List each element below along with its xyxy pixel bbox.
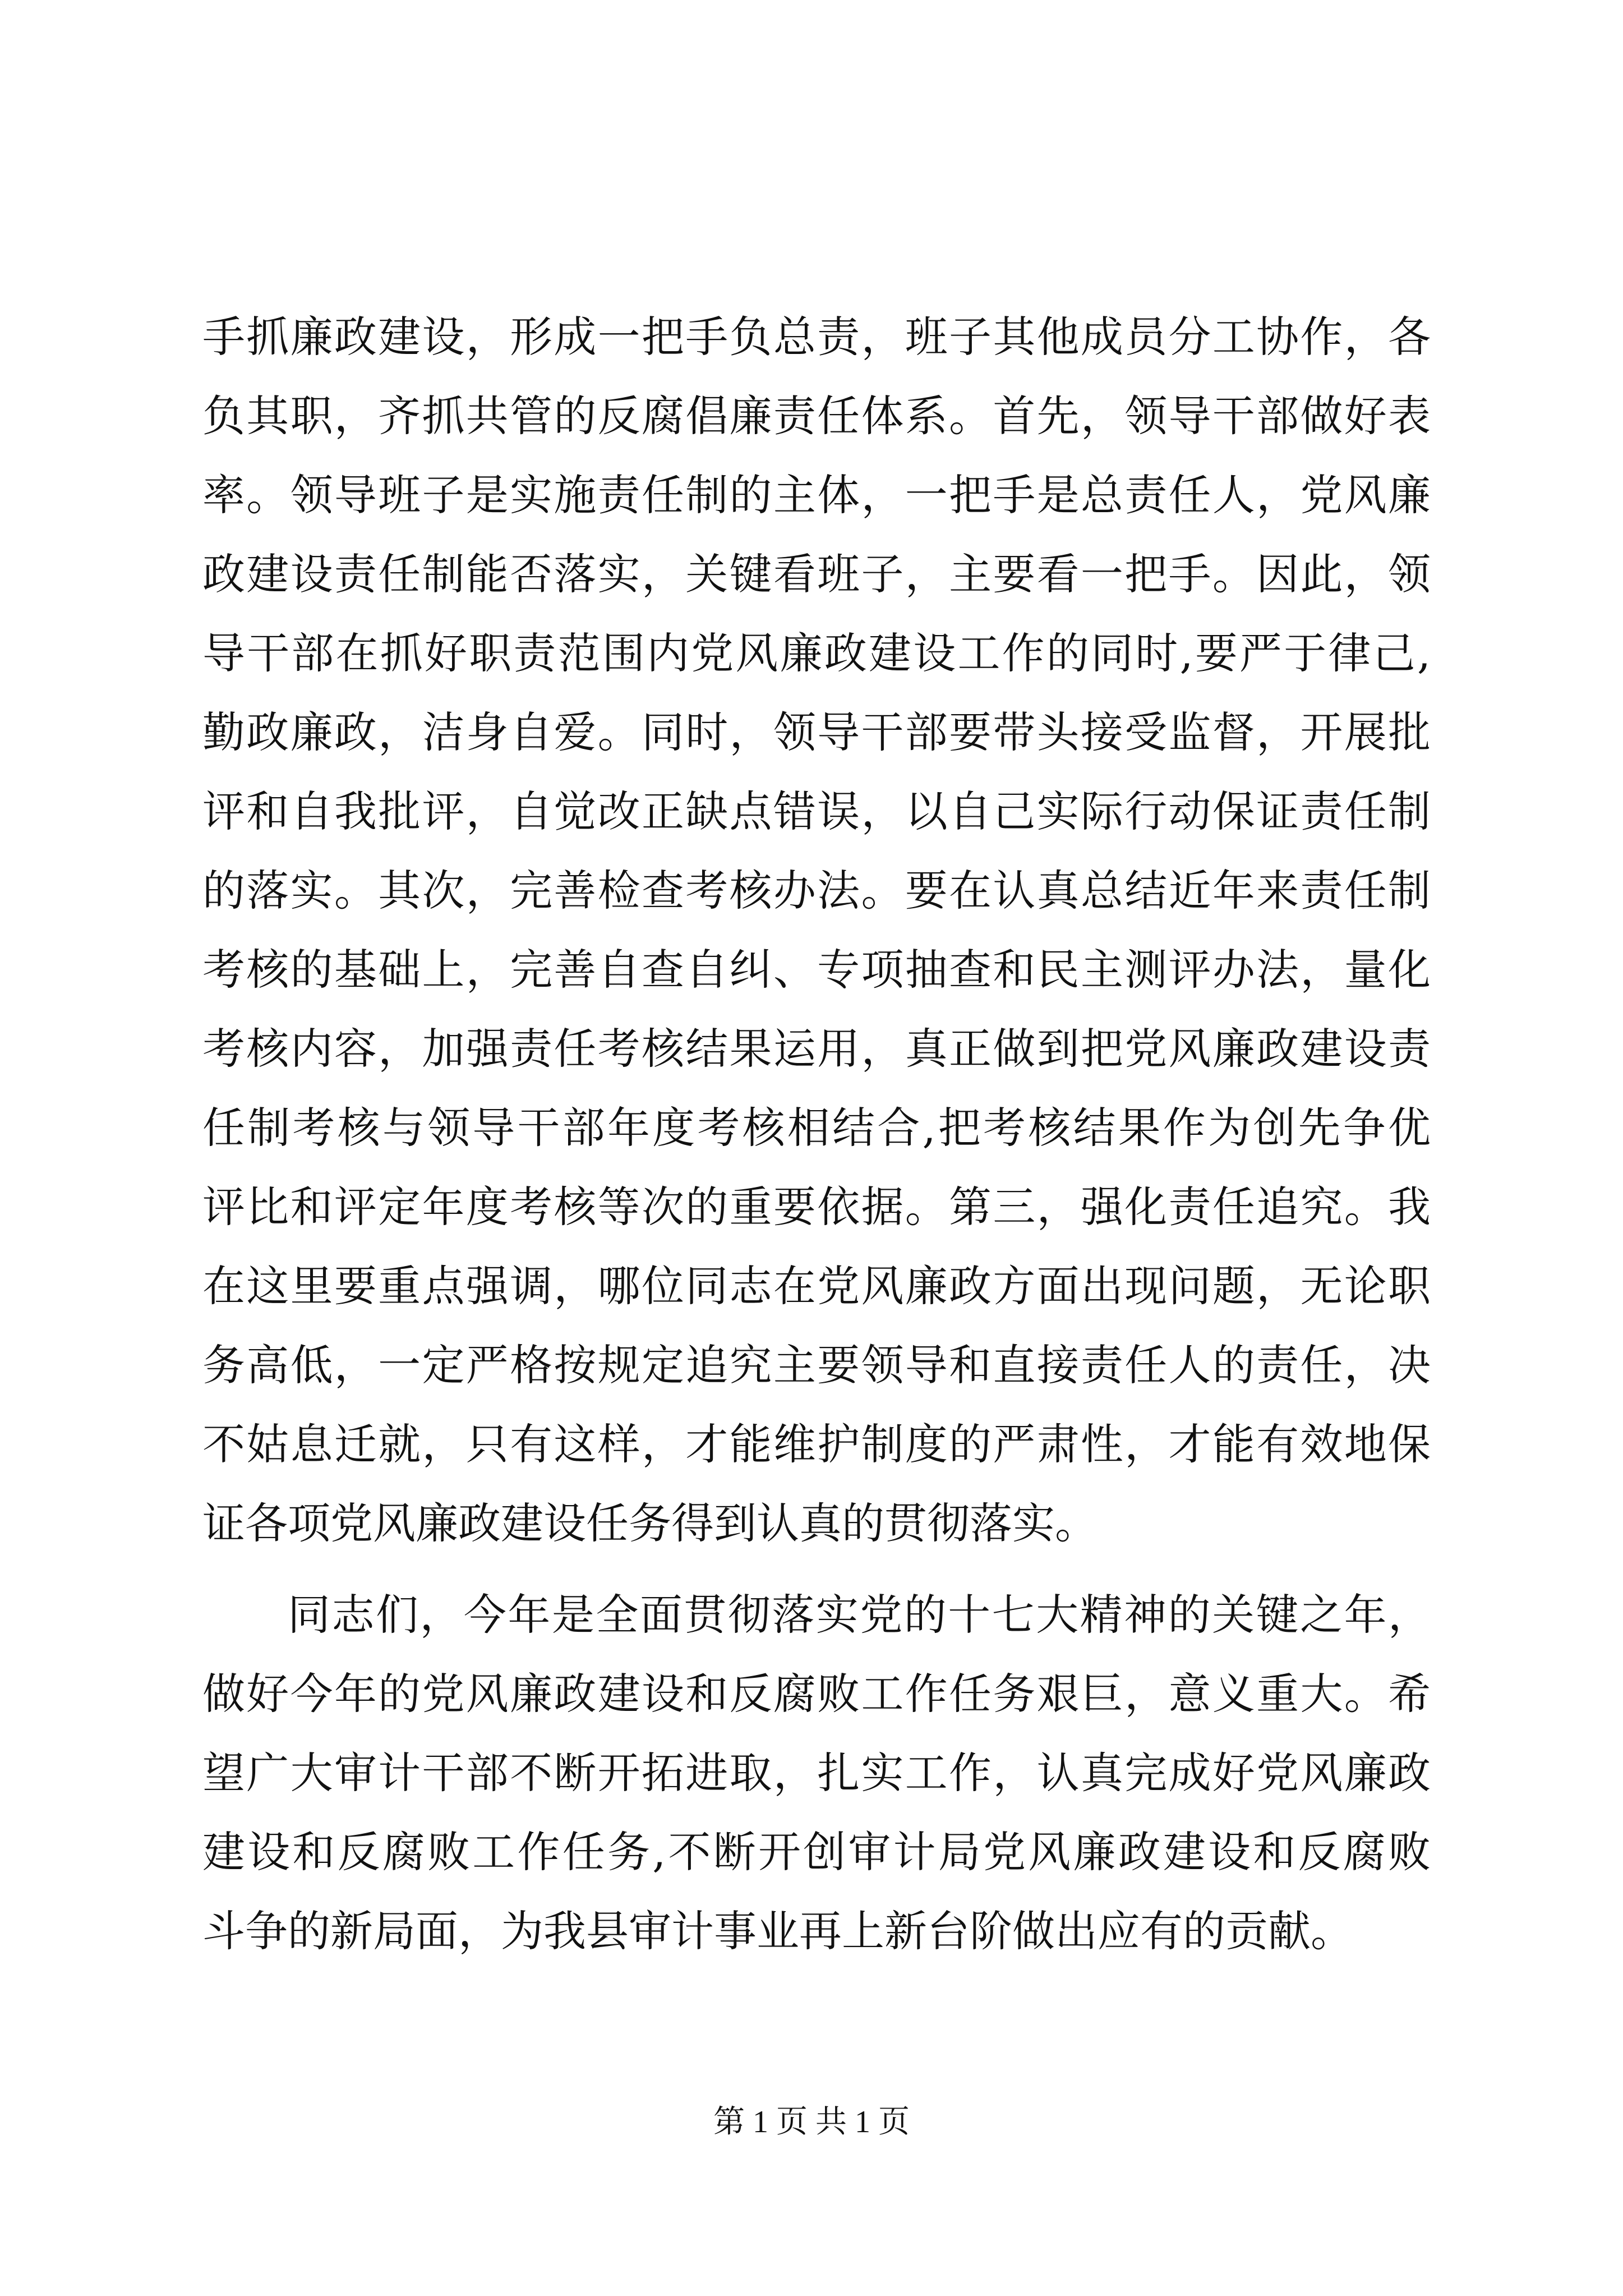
paragraph-line: 建设和反腐败工作任务,不断开创审计局党风廉政建设和反腐败 xyxy=(202,1827,1431,1877)
paragraph-line: 做好今年的党风廉政建设和反腐败工作任务艰巨，意义重大。希 xyxy=(202,1669,1431,1719)
paragraph-line: 同志们，今年是全面贯彻落实党的十七大精神的关键之年， xyxy=(288,1590,1431,1640)
paragraph-line: 任制考核与领导干部年度考核相结合,把考核结果作为创先争优 xyxy=(202,1103,1431,1153)
document-body xyxy=(202,297,1431,1971)
paragraph-line: 在这里要重点强调，哪位同志在党风廉政方面出现问题，无论职 xyxy=(202,1261,1431,1311)
paragraph-1 xyxy=(202,297,1431,1563)
page-number-label: 第 1 页 共 1 页 xyxy=(713,2105,910,2139)
page-footer xyxy=(0,2102,1623,2142)
paragraph-line: 证各项党风廉政建设任务得到认真的贯彻落实。 xyxy=(202,1498,1098,1548)
paragraph-line: 斗争的新局面，为我县审计事业再上新台阶做出应有的贡献。 xyxy=(202,1906,1353,1956)
paragraph-line: 的落实。其次，完善检查考核办法。要在认真总结近年来责任制 xyxy=(202,866,1431,915)
paragraph-line: 评比和评定年度考核等次的重要依据。第三，强化责任追究。我 xyxy=(202,1182,1431,1232)
paragraph-gap xyxy=(202,1563,1431,1575)
paragraph-2 xyxy=(202,1575,1431,1971)
paragraph-line: 勤政廉政，洁身自爱。同时，领导干部要带头接受监督，开展批 xyxy=(202,707,1431,757)
paragraph-line: 导干部在抓好职责范围内党风廉政建设工作的同时,要严于律己, xyxy=(202,628,1431,678)
paragraph-line: 评和自我批评，自觉改正缺点错误，以自己实际行动保证责任制 xyxy=(202,786,1431,836)
paragraph-line: 手抓廉政建设，形成一把手负总责，班子其他成员分工协作，各 xyxy=(202,312,1431,362)
paragraph-line: 率。领导班子是实施责任制的主体，一把手是总责任人，党风廉 xyxy=(202,470,1431,520)
paragraph-line: 望广大审计干部不断开拓进取，扎实工作，认真完成好党风廉政 xyxy=(202,1748,1431,1798)
paragraph-line: 负其职，齐抓共管的反腐倡廉责任体系。首先，领导干部做好表 xyxy=(202,391,1431,441)
paragraph-line: 政建设责任制能否落实，关键看班子，主要看一把手。因此，领 xyxy=(202,549,1431,599)
paragraph-line: 考核内容，加强责任考核结果运用，真正做到把党风廉政建设责 xyxy=(202,1024,1431,1074)
paragraph-line: 不姑息迁就，只有这样，才能维护制度的严肃性，才能有效地保 xyxy=(202,1419,1431,1469)
paragraph-line: 务高低，一定严格按规定追究主要领导和直接责任人的责任，决 xyxy=(202,1340,1431,1390)
paragraph-line: 考核的基础上，完善自查自纠、专项抽查和民主测评办法，量化 xyxy=(202,945,1431,995)
